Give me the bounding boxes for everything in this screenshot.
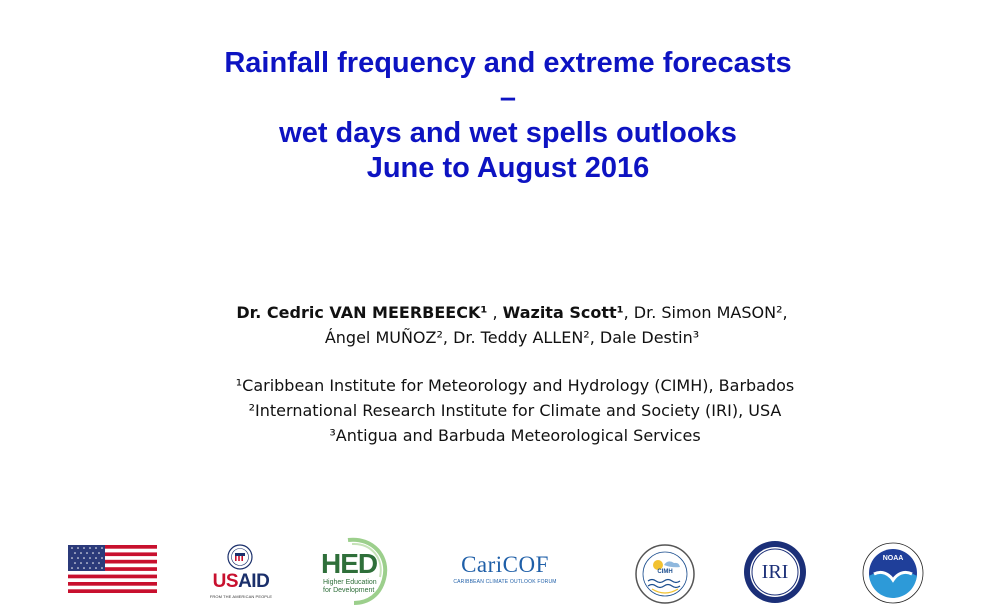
caricof-wordmark: CariCOF bbox=[461, 552, 549, 577]
author-line-2: Ángel MUÑOZ², Dr. Teddy ALLEN², Dale Destin³ bbox=[324, 328, 700, 347]
author-line-1: Dr. Cedric VAN MEERBEECK¹ , Wazita Scott¹, Dr. Simon MASON², bbox=[236, 303, 788, 322]
affiliation-1: ¹Caribbean Institute for Meteorology and Hydrology (CIMH), Barbados bbox=[235, 376, 795, 395]
usaid-seal-icon bbox=[227, 544, 253, 570]
caricof-subtitle: CARIBBEAN CLIMATE OUTLOOK FORUM bbox=[453, 579, 557, 585]
hed-logo bbox=[318, 537, 390, 605]
noaa-logo bbox=[862, 542, 924, 604]
author-affil-sup: ³ bbox=[692, 328, 700, 347]
author-affil-sup: ² bbox=[436, 328, 443, 347]
us-flag-logo bbox=[68, 545, 157, 593]
affiliation-list bbox=[0, 373, 1008, 448]
author-name: Ángel MUÑOZ bbox=[324, 328, 437, 347]
iri-label: IRI bbox=[761, 561, 789, 583]
title-line-3: wet days and wet spells outlooks bbox=[279, 117, 737, 149]
title-line-1: Rainfall frequency and extreme forecasts bbox=[224, 47, 792, 79]
noaa-label: NOAA bbox=[882, 555, 904, 562]
author-affil-sup: ² bbox=[776, 303, 783, 322]
hed-wordmark: HED bbox=[321, 548, 378, 579]
cimh-logo bbox=[634, 543, 696, 605]
author-affil-sup: ¹ bbox=[480, 303, 488, 322]
noaa-seagull-icon bbox=[862, 542, 924, 604]
author-affil-sup: ² bbox=[583, 328, 590, 347]
hed-subtitle: Higher Education for Development bbox=[323, 579, 377, 594]
usaid-logo bbox=[205, 544, 277, 602]
author-name: Dr. Cedric VAN MEERBEECK bbox=[236, 303, 481, 322]
affiliation-3: ³Antigua and Barbuda Meteorological Services bbox=[329, 426, 701, 445]
author-name: Dale Destin bbox=[599, 328, 693, 347]
title-line-4: June to August 2016 bbox=[366, 152, 650, 184]
presentation-title bbox=[0, 46, 1008, 186]
usaid-wordmark: USAID bbox=[212, 571, 270, 592]
author-affil-sup: ¹ bbox=[616, 303, 624, 322]
affiliation-2: ²International Research Institute for Climate and Society (IRI), USA bbox=[248, 401, 782, 420]
author-name: Dr. Teddy ALLEN bbox=[453, 328, 584, 347]
author-name: Dr. Simon MASON bbox=[633, 303, 777, 322]
usaid-tagline: FROM THE AMERICAN PEOPLE bbox=[209, 594, 273, 599]
caricof-logo bbox=[446, 552, 564, 588]
author-list bbox=[0, 300, 1008, 350]
title-dash: – bbox=[499, 82, 517, 114]
cimh-label: CIMH bbox=[657, 569, 673, 575]
author-name: Wazita Scott bbox=[502, 303, 617, 322]
iri-logo bbox=[743, 540, 807, 604]
